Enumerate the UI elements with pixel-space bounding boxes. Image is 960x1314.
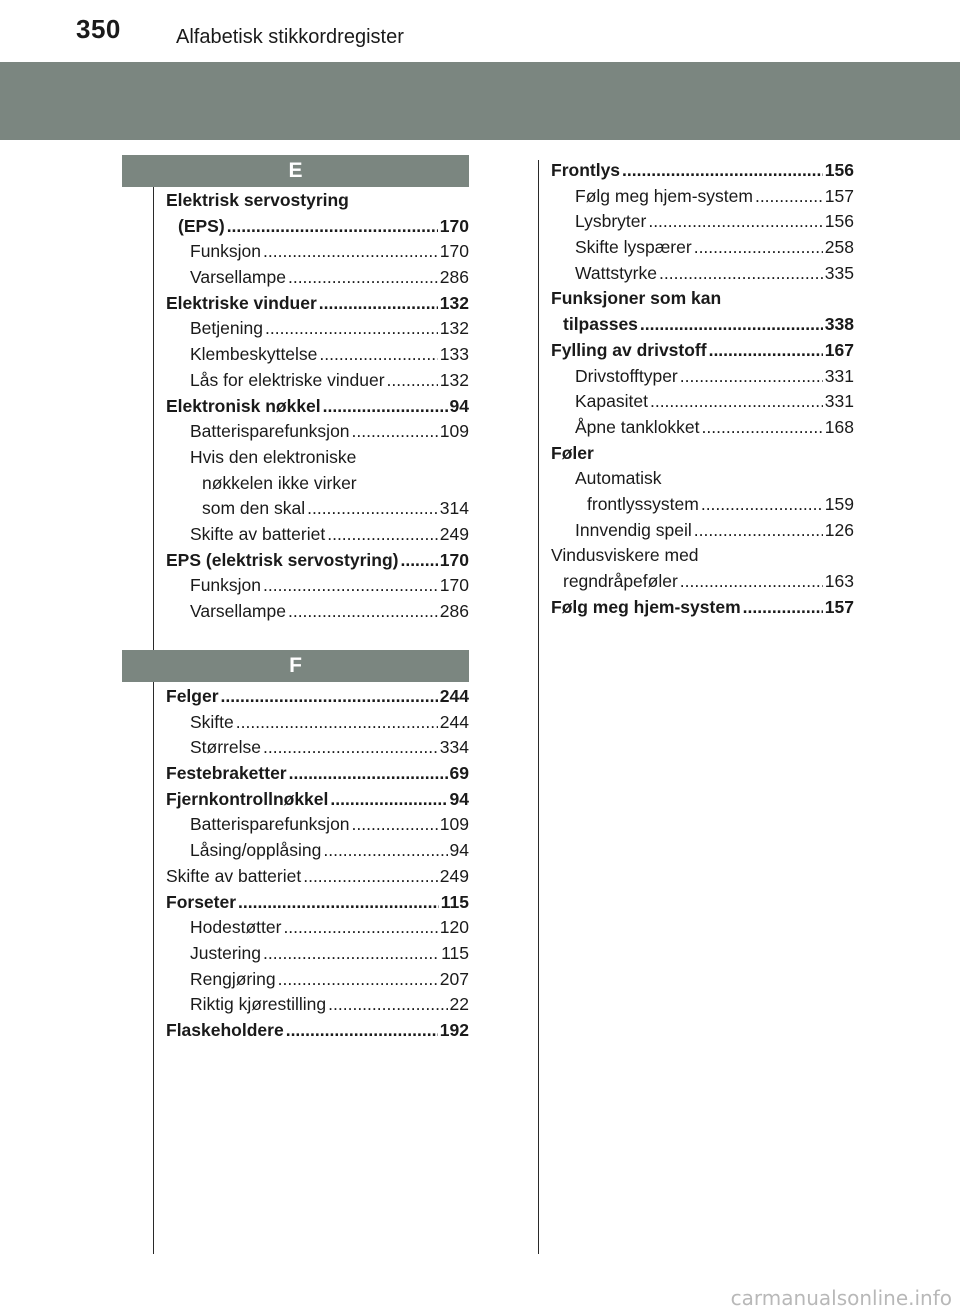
index-entry xyxy=(551,209,854,235)
page-ref[interactable]: 94 xyxy=(449,840,469,861)
index-entry xyxy=(551,312,854,338)
leader-dots xyxy=(328,992,447,1018)
index-term: Følg meg hjem-system xyxy=(575,185,753,206)
page-ref[interactable]: 120 xyxy=(439,917,469,938)
index-entry xyxy=(166,915,469,941)
index-term: Funksjon xyxy=(190,575,262,596)
leader-dots xyxy=(680,569,823,595)
index-term: Automatisk xyxy=(575,468,662,489)
leader-dots xyxy=(283,915,437,941)
index-term: Hodestøtter xyxy=(190,917,282,938)
index-term: Elektronisk nøkkel xyxy=(166,395,321,416)
page-ref[interactable]: 244 xyxy=(439,686,469,706)
index-entry xyxy=(166,548,469,574)
index-entry xyxy=(551,518,854,544)
index-term: (EPS) xyxy=(178,215,225,236)
page-ref[interactable]: 156 xyxy=(824,160,854,180)
index-term: Frontlys xyxy=(551,160,621,180)
leader-dots xyxy=(289,761,448,787)
page-ref[interactable]: 258 xyxy=(824,237,854,258)
index-term: Skifte av batteriet xyxy=(190,523,326,544)
leader-dots xyxy=(319,342,437,368)
leader-dots xyxy=(263,941,439,967)
index-entry xyxy=(166,710,469,736)
page-ref[interactable]: 170 xyxy=(439,241,469,262)
index-term: Skifte av batteriet xyxy=(166,865,302,886)
page-ref[interactable]: 22 xyxy=(449,994,469,1015)
page-ref[interactable]: 338 xyxy=(824,314,854,335)
index-entry xyxy=(551,389,854,415)
page-ref[interactable]: 249 xyxy=(439,865,469,886)
index-column-e xyxy=(166,188,469,625)
index-term: Følg meg hjem-system xyxy=(551,596,741,617)
index-term: Fylling av drivstoff xyxy=(551,339,707,360)
index-term: Flaskeholdere xyxy=(166,1019,284,1040)
page-ref[interactable]: 157 xyxy=(824,596,854,617)
index-term: Forseter xyxy=(166,891,237,912)
leader-dots xyxy=(221,684,438,710)
index-column-f xyxy=(166,684,469,1044)
index-entry xyxy=(166,368,469,394)
page-ref[interactable]: 163 xyxy=(824,571,854,591)
page-ref[interactable]: 115 xyxy=(440,891,469,912)
leader-dots xyxy=(265,316,438,342)
index-entry xyxy=(166,735,469,761)
index-term: Justering xyxy=(190,942,262,963)
leader-dots xyxy=(238,890,439,916)
page-header xyxy=(0,0,960,62)
index-term: tilpasses xyxy=(563,314,638,335)
column-divider-right xyxy=(538,160,539,1254)
index-term: Størrelse xyxy=(190,737,261,758)
index-entry xyxy=(551,261,854,287)
leader-dots xyxy=(330,787,447,813)
index-entry xyxy=(166,239,469,265)
index-term: Rengjøring xyxy=(190,968,276,989)
index-entry xyxy=(166,1018,469,1044)
index-entry xyxy=(551,441,854,467)
index-entry xyxy=(166,265,469,291)
index-term: Låsing/opplåsing xyxy=(190,840,322,861)
leader-dots xyxy=(659,261,823,287)
index-term: Vindusviskere med xyxy=(551,545,699,566)
leader-dots xyxy=(387,368,438,394)
index-entry xyxy=(166,787,469,813)
leader-dots xyxy=(263,573,438,599)
index-entry xyxy=(166,522,469,548)
index-term: EPS (elektrisk servostyring) xyxy=(166,549,399,570)
index-column-right xyxy=(551,158,854,620)
index-entry xyxy=(166,445,469,471)
leader-dots xyxy=(288,265,438,291)
index-entry xyxy=(166,967,469,993)
page-ref[interactable]: 132 xyxy=(439,369,469,390)
page-number: 350 xyxy=(76,14,121,44)
page-ref[interactable]: 126 xyxy=(824,519,854,540)
page-ref[interactable]: 94 xyxy=(449,788,469,809)
page-ref[interactable]: 167 xyxy=(824,339,854,360)
index-entry xyxy=(166,419,469,445)
index-term: Varsellampe xyxy=(190,601,286,621)
page-ref[interactable]: 331 xyxy=(824,391,854,412)
leader-dots xyxy=(709,338,823,364)
page-ref[interactable]: 244 xyxy=(439,711,469,732)
index-entry xyxy=(166,941,469,967)
leader-dots xyxy=(236,710,438,736)
index-term: Batterisparefunksjon xyxy=(190,814,350,835)
index-entry xyxy=(166,812,469,838)
index-term: frontlyssystem xyxy=(587,493,699,514)
index-term: Funksjoner som kan xyxy=(551,288,722,309)
page-ref[interactable]: 170 xyxy=(439,549,469,570)
leader-dots xyxy=(352,812,438,838)
leader-dots xyxy=(694,235,823,261)
index-term: Skifte xyxy=(190,711,234,732)
index-term: nøkkelen ikke virker xyxy=(202,472,357,493)
index-entry xyxy=(166,471,469,497)
page-ref[interactable]: 115 xyxy=(441,942,469,963)
leader-dots xyxy=(327,522,438,548)
page-ref[interactable]: 94 xyxy=(449,395,469,416)
index-term: som den skal xyxy=(202,498,306,519)
leader-dots xyxy=(278,967,438,993)
index-term: Varsellampe xyxy=(190,267,286,288)
index-entry xyxy=(166,188,469,214)
index-term: Funksjon xyxy=(190,241,262,262)
page-ref[interactable]: 170 xyxy=(439,575,469,596)
index-term: Fjernkontrollnøkkel xyxy=(166,788,329,809)
index-entry xyxy=(166,890,469,916)
index-term: Skifte lyspærer xyxy=(575,237,692,258)
leader-dots xyxy=(701,492,823,518)
index-entry xyxy=(166,573,469,599)
page-ref[interactable]: 109 xyxy=(439,421,469,442)
leader-dots xyxy=(680,364,823,390)
section-header-e: E xyxy=(122,155,469,187)
page-ref[interactable]: 133 xyxy=(439,344,469,365)
index-term: Hvis den elektroniske xyxy=(190,446,357,467)
leader-dots xyxy=(288,599,438,625)
index-term: Innvendig speil xyxy=(575,519,692,540)
index-term: Elektriske vinduer xyxy=(166,292,317,313)
index-term: Lysbryter xyxy=(575,211,647,232)
leader-dots xyxy=(286,1018,438,1044)
index-entry xyxy=(551,286,854,312)
index-term: Riktig kjørestilling xyxy=(190,994,327,1015)
page-ref[interactable]: 69 xyxy=(449,763,469,784)
index-term: Elektrisk servostyring xyxy=(166,190,349,210)
index-entry xyxy=(551,235,854,261)
leader-dots xyxy=(263,735,438,761)
index-entry xyxy=(551,466,854,492)
index-entry xyxy=(551,543,854,569)
index-entry xyxy=(551,415,854,441)
index-term: Festebraketter xyxy=(166,763,287,784)
index-entry xyxy=(166,599,469,625)
index-entry xyxy=(551,184,854,210)
index-entry xyxy=(551,569,854,595)
section-header-f: F xyxy=(122,650,469,682)
index-entry xyxy=(166,342,469,368)
leader-dots xyxy=(323,838,447,864)
page-ref[interactable]: 335 xyxy=(824,262,854,283)
leader-dots xyxy=(352,419,438,445)
index-term: Betjening xyxy=(190,318,263,339)
page-ref[interactable]: 109 xyxy=(439,814,469,835)
index-term: Felger xyxy=(166,686,219,706)
header-band xyxy=(0,62,960,140)
watermark: carmanualsonline.info xyxy=(730,1286,952,1310)
page-ref[interactable]: 249 xyxy=(439,523,469,544)
page-ref[interactable]: 334 xyxy=(439,737,469,758)
leader-dots xyxy=(263,239,438,265)
page-ref[interactable]: 170 xyxy=(439,215,469,236)
index-term: Lås for elektriske vinduer xyxy=(190,369,385,390)
leader-dots xyxy=(307,496,438,522)
index-entry xyxy=(166,992,469,1018)
leader-dots xyxy=(319,291,438,317)
page-title: Alfabetisk stikkordregister xyxy=(176,26,404,48)
page-ref[interactable]: 156 xyxy=(824,211,854,232)
leader-dots xyxy=(650,389,823,415)
leader-dots xyxy=(323,394,448,420)
leader-dots xyxy=(227,214,438,240)
leader-dots xyxy=(694,518,823,544)
index-entry xyxy=(551,338,854,364)
leader-dots xyxy=(622,158,823,184)
index-term: Wattstyrke xyxy=(575,262,657,283)
index-entry xyxy=(166,496,469,522)
leader-dots xyxy=(648,209,822,235)
index-entry xyxy=(551,158,854,184)
index-entry xyxy=(166,214,469,240)
leader-dots xyxy=(303,864,438,890)
page-ref[interactable]: 286 xyxy=(439,267,469,288)
leader-dots xyxy=(743,595,823,621)
page-ref[interactable]: 168 xyxy=(824,416,854,437)
index-term: Kapasitet xyxy=(575,391,648,412)
index-term: Drivstofftyper xyxy=(575,365,678,386)
page-ref[interactable]: 132 xyxy=(439,292,469,313)
index-entry xyxy=(166,394,469,420)
index-entry xyxy=(551,364,854,390)
index-term: Åpne tanklokket xyxy=(575,416,700,437)
leader-dots xyxy=(400,548,437,574)
page-ref[interactable]: 157 xyxy=(824,185,854,206)
index-entry xyxy=(166,316,469,342)
page-ref[interactable]: 207 xyxy=(439,968,469,989)
page-ref[interactable]: 286 xyxy=(439,601,469,621)
index-term: Føler xyxy=(551,442,594,463)
column-divider-left xyxy=(153,186,154,1254)
index-entry xyxy=(551,492,854,518)
page-ref[interactable]: 159 xyxy=(824,493,854,514)
page-ref[interactable]: 314 xyxy=(439,498,469,519)
index-entry xyxy=(166,684,469,710)
index-entry xyxy=(166,864,469,890)
index-entry xyxy=(551,595,854,621)
leader-dots xyxy=(755,184,823,210)
index-term: regndråpeføler xyxy=(563,571,678,591)
leader-dots xyxy=(640,312,823,338)
leader-dots xyxy=(702,415,823,441)
page-ref[interactable]: 331 xyxy=(824,365,854,386)
index-entry xyxy=(166,291,469,317)
index-entry xyxy=(166,761,469,787)
index-term: Batterisparefunksjon xyxy=(190,421,350,442)
page-ref[interactable]: 192 xyxy=(439,1019,469,1040)
page-ref[interactable]: 132 xyxy=(439,318,469,339)
index-entry xyxy=(166,838,469,864)
index-term: Klembeskyttelse xyxy=(190,344,318,365)
